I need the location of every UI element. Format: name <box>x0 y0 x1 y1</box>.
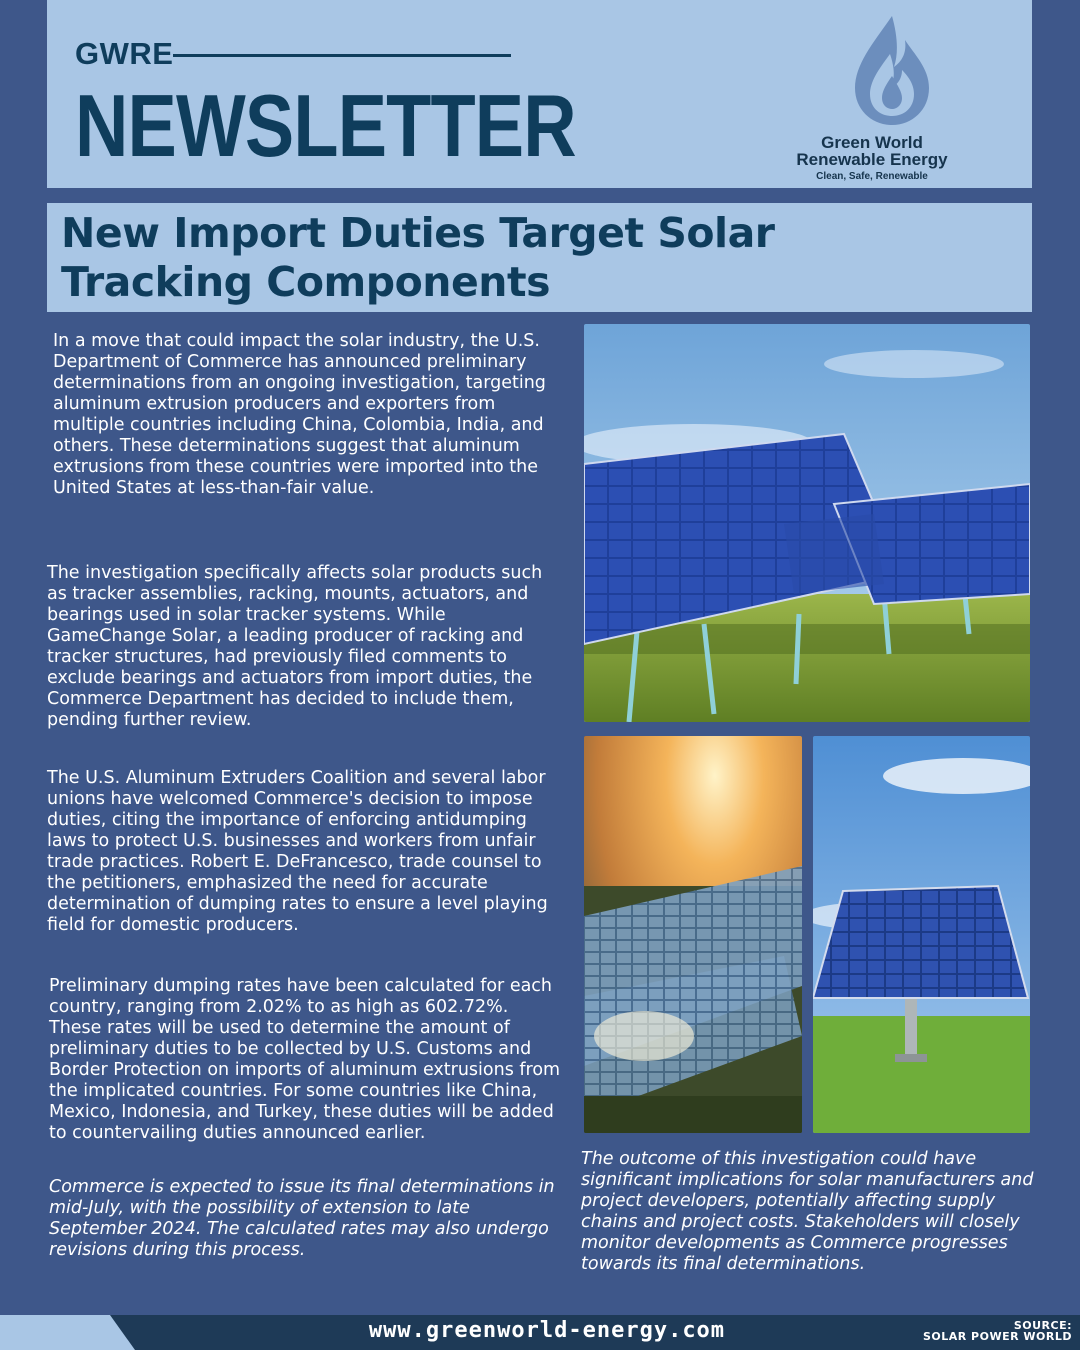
article-headline-banner <box>47 203 1032 312</box>
article-paragraph-6: The outcome of this investigation could have significant implications for solar manufacturers and project developers, potentially affecting supply chains and project costs. Stakeholders will closely monitor developments as Commerce progresses towards its final determinations. <box>581 1149 1034 1274</box>
flame-drop-icon <box>852 12 932 127</box>
solar-tracker-photo <box>813 736 1030 1133</box>
article-paragraph-3: The U.S. Aluminum Extruders Coalition and several labor unions have welcomed Commerce's decision to impose duties, citing the importance of enforcing antidumping laws to protect U.S. businesses and workers from unfair trade practices. Robert E. DeFrancesco, trade counsel to the petitioners, emphasized the need for accurate determination of dumping rates to ensure a level playing field for domestic producers. <box>47 768 548 935</box>
article-paragraph-4: Preliminary dumping rates have been calculated for each country, ranging from 2.02% to as high as 602.72%. These rates will be used to determine the amount of preliminary duties to be collected by U.S. Customs and Border Protection on imports of aluminum extrusions from the implicated countries. For some countries like China, Mexico, Indonesia, and Turkey, these duties will be added to countervailing duties announced earlier. <box>49 976 561 1143</box>
footer-source <box>923 1320 1072 1342</box>
footer-source-name: SOLAR POWER WORLD <box>922 1330 1072 1343</box>
logo-name-line2: Renewable Energy <box>796 150 948 169</box>
article-headline: New Import Duties Target Solar Tracking Components <box>61 209 775 306</box>
solar-field-photo <box>584 324 1030 722</box>
header-kicker: GWRE <box>75 36 174 71</box>
logo-company-name <box>767 134 977 168</box>
newsletter-header <box>47 0 1032 188</box>
article-paragraph-1: In a move that could impact the solar industry, the U.S. Department of Commerce has announced preliminary determinations from an ongoing investigation, targeting aluminum extrusion producers and exporters from multiple countries including China, Colombia, India, and others. These determinations suggest that aluminum extrusions from these countries were imported into the United States at less-than-fair value. <box>53 331 546 498</box>
footer-website-link[interactable]: www.greenworld-energy.com <box>368 1318 726 1343</box>
company-logo <box>767 10 1017 185</box>
article-paragraph-5: Commerce is expected to issue its final determinations in mid-July, with the possibility of extension to late September 2024. The calculated rates may also undergo revisions during this process. <box>49 1177 555 1260</box>
sunset-solar-photo <box>584 736 802 1133</box>
header-title: NEWSLETTER <box>75 76 576 175</box>
footer-source-label: SOURCE: <box>1013 1319 1072 1332</box>
article-paragraph-2: The investigation specifically affects solar products such as tracker assemblies, racking, mounts, actuators, and bearings used in solar tracker systems. While GameChange Solar, a leading producer of racking and tracker structures, had previously filed comments to exclude bearings and actuators from import duties, the Commerce Department has decided to include them, pending further review. <box>47 563 543 730</box>
logo-tagline: Clean, Safe, Renewable <box>816 171 928 182</box>
logo-name-line1: Green World <box>821 133 923 152</box>
header-rule <box>173 54 511 57</box>
